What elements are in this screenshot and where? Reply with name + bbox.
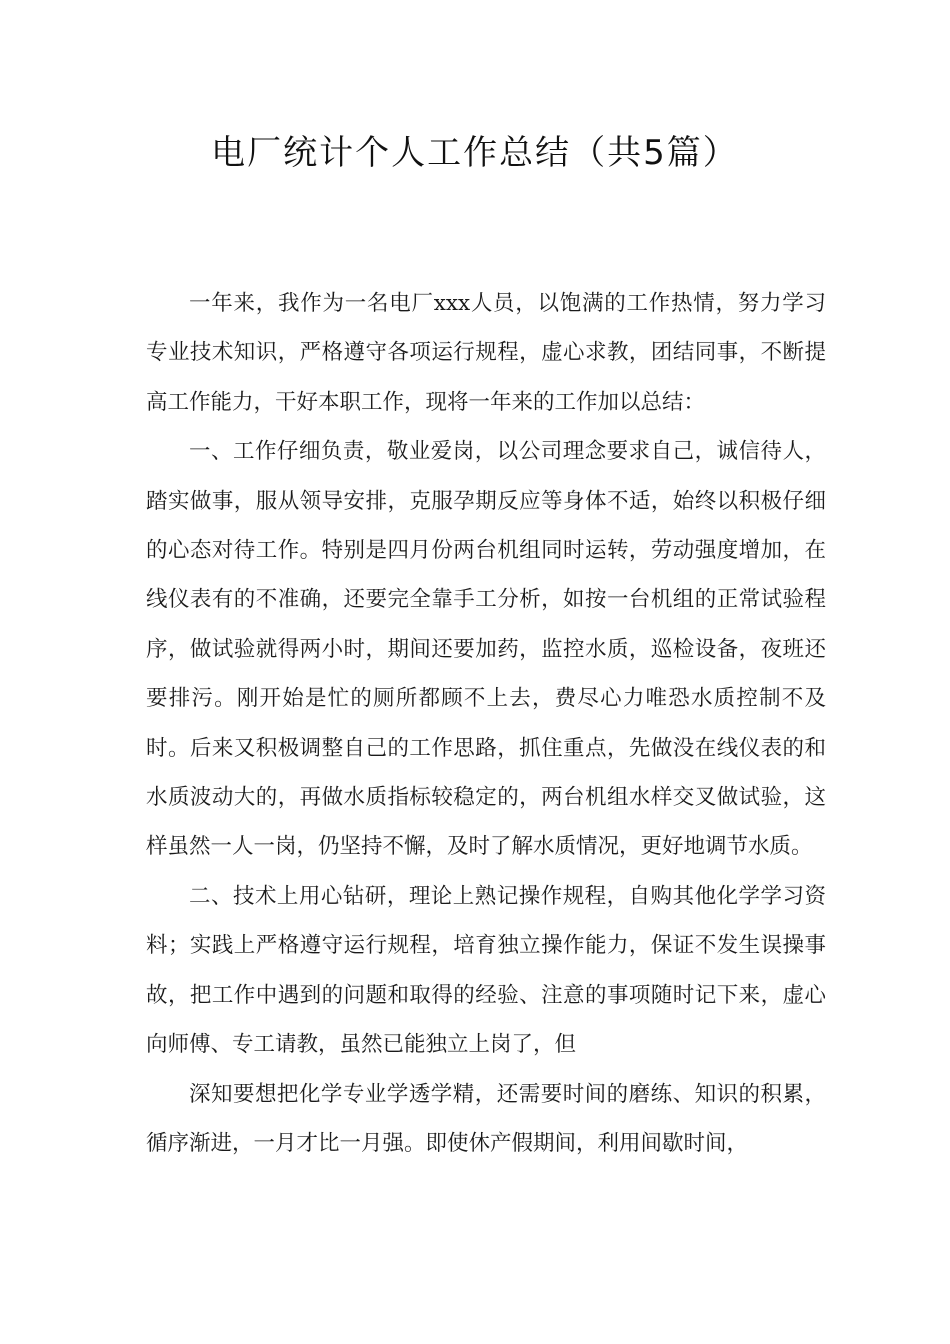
- document-title: 电厂统计个人工作总结（共5篇）: [211, 133, 739, 173]
- paragraph-section-two: 二、技术上用心钻研，理论上熟记操作规程，自购其他化学学习资料；实践上严格遵守运行规程，培育独立操作能力，保证不发生误操事故，把工作中遇到的问题和取得的经验、注意的事项随时记下来，虚心向师傅、专工请教，虽然已能独立上岗了，但: [146, 883, 826, 1058]
- paragraph-intro: 一年来，我作为一名电厂xxx人员，以饱满的工作热情，努力学习专业技术知识，严格遵守各项运行规程，虚心求教，团结同事，不断提高工作能力，干好本职工作，现将一年来的工作加以总结：: [146, 291, 826, 415]
- document-body: [146, 279, 826, 1168]
- paragraph-section-one: 一、工作仔细负责，敬业爱岗，以公司理念要求自己，诚信待人，踏实做事，服从领导安排，克服孕期反应等身体不适，始终以积极仔细的心态对待工作。特别是四月份两台机组同时运转，劳动强度增加，在线仪表有的不准确，还要完全靠手工分析，如按一台机组的正常试验程序，做试验就得两小时，期间还要加药，监控水质，巡检设备，夜班还要排污。刚开始是忙的厕所都顾不上去，费尽心力唯恐水质控制不及时。后来又积极调整自己的工作思路，抓住重点，先做没在线仪表的和水质波动大的，再做水质指标较稳定的，两台机组水样交叉做试验，这样虽然一人一岗，仍坚持不懈，及时了解水质情况，更好地调节水质。: [146, 439, 826, 860]
- paragraph-continuation: 深知要想把化学专业学透学精，还需要时间的磨练、知识的积累，循序渐进，一月才比一月强。即使休产假期间，利用间歇时间，: [146, 1081, 826, 1156]
